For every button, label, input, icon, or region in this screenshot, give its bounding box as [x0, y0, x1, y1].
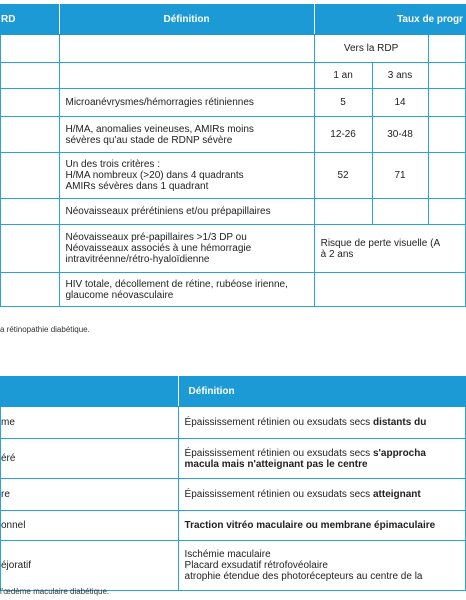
rate-1y: 12-26 [314, 117, 372, 153]
table-row [1, 117, 466, 153]
definition-header: Définition [59, 5, 314, 35]
row-definition: H/MA, anomalies veineuses, AMIRs moins sévères qu'au stade de RDNP sévère [59, 117, 314, 153]
row-definition: Néovaisseaux pré-papillaires >1/3 DP ou Néovaisseaux associés à une hémorragie intravitréenne/rétro-hyaloïdienne [59, 225, 314, 273]
row-definition: Épaississement rétinien ou exsudats secs atteignant [178, 479, 465, 511]
rate-1y: 5 [314, 89, 372, 117]
table2-caption: l'œdème maculaire diabétique. [0, 587, 110, 596]
macular-edema-table [0, 376, 466, 591]
row-definition: Un des trois critères : H/MA nombreux (>20) dans 4 quadrants AMIRs sévères dans 1 quadrant [59, 153, 314, 199]
stage-cell: re [1, 479, 179, 511]
row-definition: Épaississement rétinien ou exsudats secs distants du [178, 407, 465, 439]
row-definition: Épaississement rétinien ou exsudats secs s'approcha macula mais n'atteignant pas le centre [178, 439, 465, 479]
rate-1y: 52 [314, 153, 372, 199]
row-definition: Ischémie maculaire Placard exsudatif rétrofovéolaire atrophie étendue des photorécepteurs au centre de la [178, 541, 465, 591]
rate-3y: 14 [372, 89, 428, 117]
stage-cell [1, 35, 60, 63]
table-row [1, 439, 466, 479]
visual-loss-risk: Risque de perte visuelle (A à 2 ans [314, 225, 465, 273]
rate-3y: 71 [372, 153, 428, 199]
table-row [1, 199, 466, 225]
definition-cell [59, 35, 314, 63]
table1-caption: a rétinopathie diabétique. [0, 325, 90, 334]
retinopathy-table [0, 4, 466, 307]
rdp-subheader: Vers la RDP [314, 35, 428, 63]
table-row [1, 153, 466, 199]
progress-header: Taux de progr [314, 5, 465, 35]
year-3-header: 3 ans [372, 63, 428, 89]
row-definition: HIV totale, décollement de rétine, rubéose irienne, glaucome néovasculaire [59, 273, 314, 307]
row-definition: Microanévrysmes/hémorragies rétiniennes [59, 89, 314, 117]
row-definition: Traction vitréo maculaire ou membrane épimaculaire [178, 511, 465, 541]
definition-header-2: Définition [178, 377, 465, 407]
rate-3y: 30-48 [372, 117, 428, 153]
table-row [1, 89, 466, 117]
row-definition: Néovaisseaux prérétiniens et/ou prépapillaires [59, 199, 314, 225]
stage-cell: me [1, 407, 179, 439]
table-row [1, 479, 466, 511]
stage-cell: onnel [1, 511, 179, 541]
stage-cell: éjoratif [1, 541, 179, 591]
table-row [1, 273, 466, 307]
table-row [1, 511, 466, 541]
table-row [1, 225, 466, 273]
table-row [1, 407, 466, 439]
table-row [1, 541, 466, 591]
year-1-header: 1 an [314, 63, 372, 89]
stage-header: RD [1, 5, 60, 35]
stage-cell: éré [1, 439, 179, 479]
